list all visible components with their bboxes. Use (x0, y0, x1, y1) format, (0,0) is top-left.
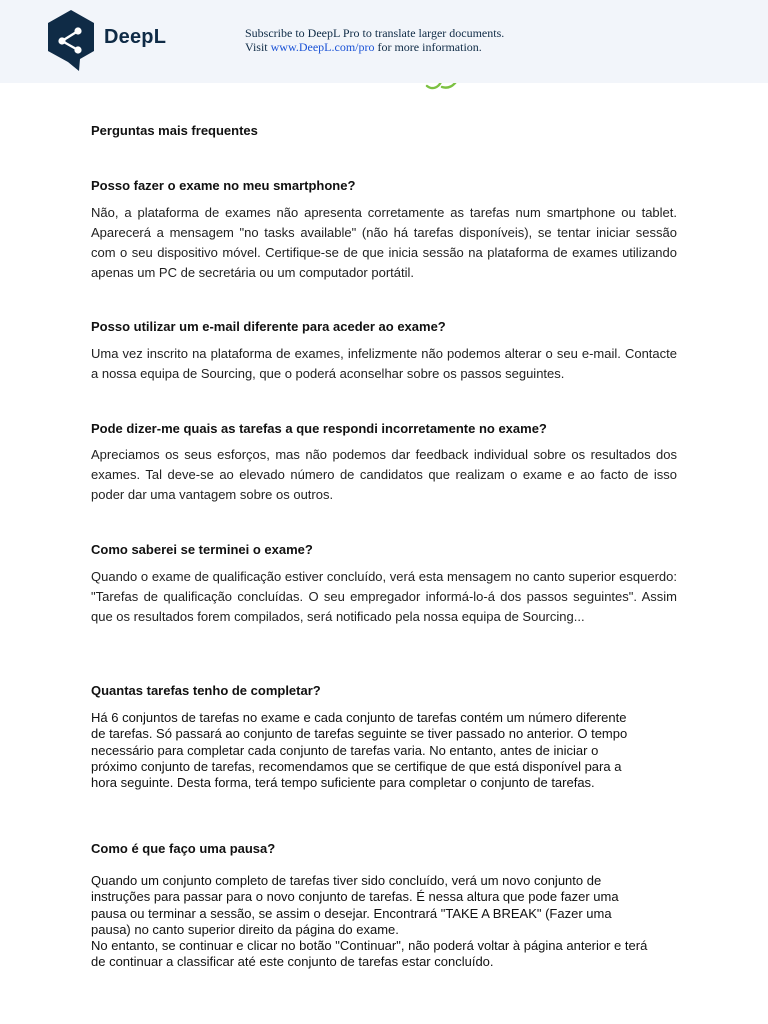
pro-notice (245, 26, 504, 54)
answer-line: pausa ou terminar a sessão, se assim o desejar. Encontrará "TAKE A BREAK" (Fazer uma (91, 905, 612, 921)
faq-answer (91, 873, 691, 971)
faq-answer: Não, a plataforma de exames não apresenta corretamente as tarefas num smartphone ou tablet. Aparecerá a mensagem "no tasks available" (não há tarefas disponíveis), se tentar iniciar sessão com o seu dispositivo móvel. Certifique-se de que inicia sessão na plataforma de exames utilizando apenas um PC de secretária ou um computador portátil. (91, 205, 677, 280)
faq-answer: Apreciamos os seus esforços, mas não podemos dar feedback individual sobre os resultados dos exames. Tal deve-se ao elevado número de candidatos que realizam o exame e ao facto de isso poder dar uma vantagem sobre os outros. (91, 447, 677, 502)
faq-question: Como é que faço uma pausa? (91, 841, 276, 856)
deepl-wordmark: DeepL (104, 26, 167, 48)
answer-line: instruções para passar para o novo conjunto de tarefas. É nessa altura que pode fazer uma (91, 889, 619, 905)
answer-line: Quando um conjunto completo de tarefas tiver sido concluído, verá um novo conjunto de (91, 873, 602, 888)
pro-notice-prefix: Visit (245, 40, 271, 54)
pro-notice-suffix: for more information. (374, 40, 482, 54)
answer-line: No entanto, se continuar e clicar no botão "Continuar", não poderá voltar à página anterior e terá (91, 938, 648, 954)
page-title: Perguntas mais frequentes (91, 123, 258, 138)
answer-line: Há 6 conjuntos de tarefas no exame e cada conjunto de tarefas contém um número diferente (91, 710, 627, 725)
answer-line: hora seguinte. Desta forma, terá tempo suficiente para completar o conjunto de tarefas. (91, 775, 595, 791)
deepl-logo-icon[interactable] (46, 9, 96, 73)
faq-question: Posso utilizar um e-mail diferente para aceder ao exame? (91, 319, 446, 334)
answer-line: próximo conjunto de tarefas, recomendamos que se certifique de que está disponível para a (91, 758, 622, 774)
answer-line: pausa) no canto superior direito da página do exame. (91, 921, 399, 937)
answer-line: de continuar a classificar até este conjunto de tarefas estar concluído. (91, 954, 494, 970)
deepl-pro-link[interactable]: www.DeepL.com/pro (270, 40, 375, 54)
faq-question: Posso fazer o exame no meu smartphone? (91, 178, 356, 193)
faq-answer: Quando o exame de qualificação estiver concluído, verá esta mensagem no canto superior esquerdo: "Tarefas de qualificação concluídas. O seu empregador informá-lo-á dos passos seguintes". Assim que os resultados forem compilados, será notificado pela nossa equipa de Sourcing... (91, 569, 677, 624)
faq-question: Pode dizer-me quais as tarefas a que respondi incorretamente no exame? (91, 421, 547, 436)
pro-notice-line-1: Subscribe to DeepL Pro to translate larger documents. (245, 26, 505, 40)
deepl-banner (0, 0, 768, 83)
faq-answer (91, 710, 691, 791)
answer-line: de tarefas. Só passará ao conjunto de tarefas seguinte se tiver passado no anterior. O tempo (91, 726, 628, 742)
answer-line: necessário para completar cada conjunto de tarefas varia. No entanto, antes de iniciar o (91, 742, 599, 758)
faq-answer: Uma vez inscrito na plataforma de exames, infelizmente não podemos alterar o seu e-mail. Contacte a nossa equipa de Sourcing, que o poderá aconselhar sobre os passos seguintes. (91, 346, 677, 381)
faq-question: Quantas tarefas tenho de completar? (91, 683, 321, 698)
faq-question: Como saberei se terminei o exame? (91, 542, 313, 557)
pro-notice-line-2 (245, 40, 504, 54)
